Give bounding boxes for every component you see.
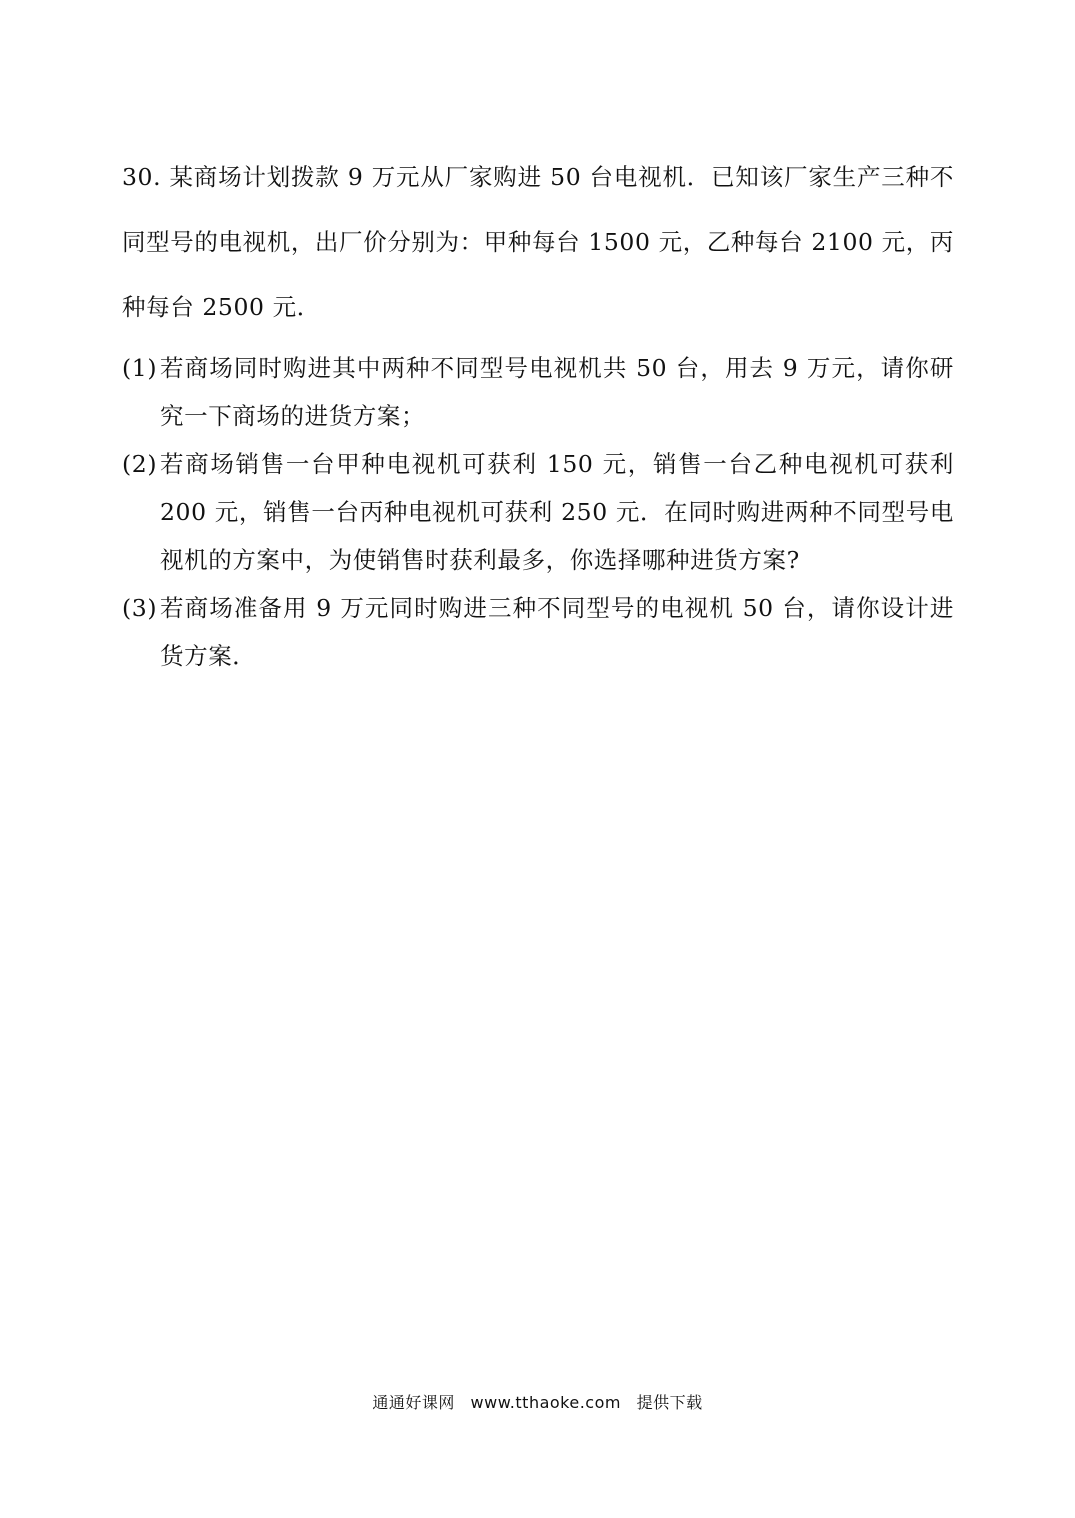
page-footer <box>0 1390 1075 1413</box>
part-number: (1) <box>122 354 158 382</box>
part-number: (2) <box>122 450 158 478</box>
footer-url: www.tthaoke.com <box>470 1393 621 1412</box>
problem-30 <box>122 145 954 680</box>
part-text: 若商场准备用 9 万元同时购进三种不同型号的电视机 50 台，请你设计进货方案． <box>160 594 954 670</box>
part-text: 若商场销售一台甲种电视机可获利 150 元，销售一台乙种电视机可获利 200 元，销售一台丙种电视机可获利 250 元．在同时购进两种不同型号电视机的方案中，为使销售时获利最多，你选择哪种进货方案? <box>160 450 954 574</box>
part-number: (3) <box>122 594 158 622</box>
footer-site-name: 通通好课网 <box>372 1393 455 1412</box>
problem-parts <box>122 344 954 680</box>
part-text: 若商场同时购进其中两种不同型号电视机共 50 台，用去 9 万元，请你研究一下商场的进货方案； <box>160 354 954 430</box>
problem-part-1 <box>122 344 954 440</box>
footer-note: 提供下载 <box>636 1393 703 1412</box>
problem-part-2 <box>122 440 954 584</box>
problem-part-3 <box>122 584 954 680</box>
problem-stem: 30. 某商场计划拨款 9 万元从厂家购进 50 台电视机．已知该厂家生产三种不同型号的电视机，出厂价分别为：甲种每台 1500 元，乙种每台 2100 元，丙种每台 2500 元． <box>122 163 954 321</box>
